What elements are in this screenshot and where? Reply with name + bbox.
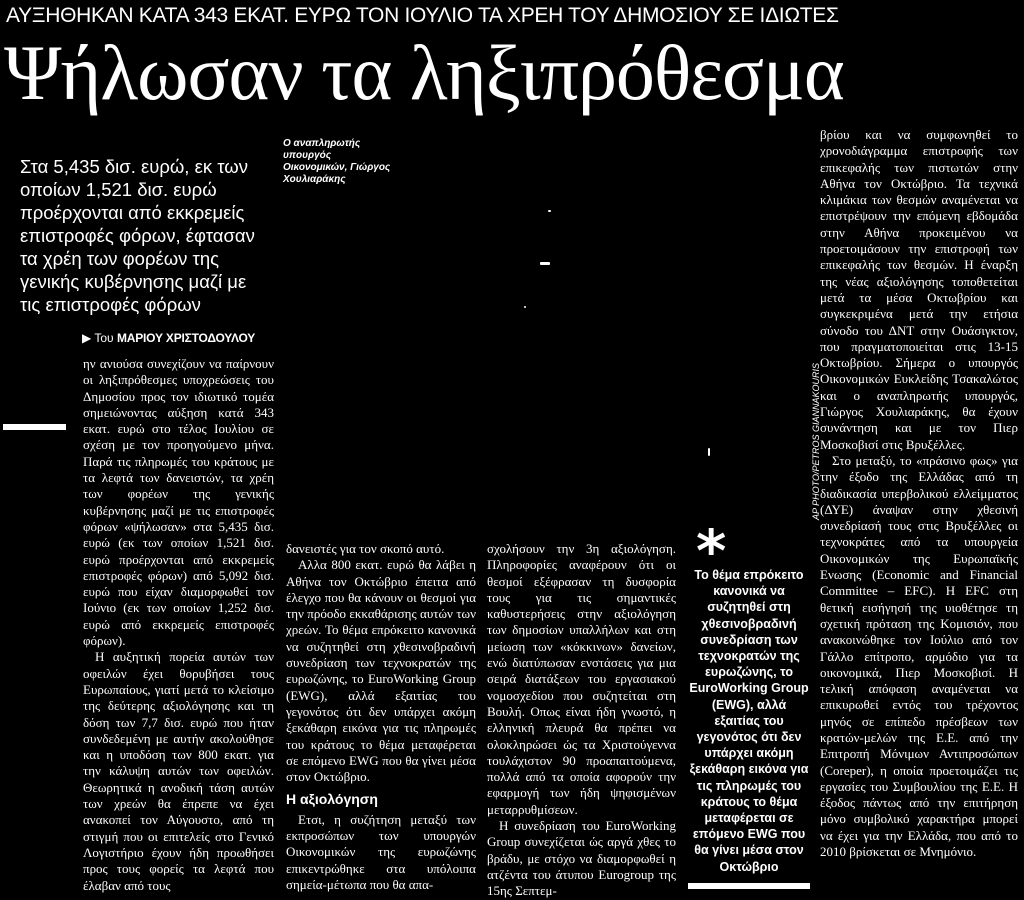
- photo-caption: Ο αναπληρωτής υπουργός Οικονομικών, Γιώργος Χουλιαράκης: [283, 138, 391, 185]
- subheading: Η αξιολόγηση: [286, 791, 378, 808]
- photo-credit: AP PHOTO/PETROS GIANNAKOURIS: [811, 362, 821, 520]
- column-2: [286, 541, 476, 893]
- photo-speck: [540, 262, 550, 265]
- paragraph: σχολήσουν την 3η αξιολόγηση. Πληροφορίες αναφέρουν ότι οι θεσμοί εξέφρασαν τη δυσφορία τους για τις σημαντικές καθυστερήσεις στην αξιολόγηση των δημοσίων υπαλλήλων και στη μείωση των «κόκκινων» δανείων, ενώ διατύπωσαν ενστάσεις για μια σειρά διατάξεων του εργασιακού νομοσχεδίου που συζητείται στη Βουλή. Οπως είναι ήδη γνωστό, η ελληνική πλευρά θα πρέπει να ολοκληρώσει ώς τα Χριστούγεννα τουλάχιστον 90 προαπαιτούμενα, πολλά από τα οποία αφορούν την εφαρμογή των ήδη ψηφισμένων μεταρρυθμίσεων.: [487, 541, 676, 817]
- byline-arrow-icon: ▶: [82, 331, 92, 345]
- paragraph: ην ανιούσα συνεχίζουν να παίρνουν οι ληξιπρόθεσμες υποχρεώσεις του Δημοσίου προς τον ιδιωτικό τομέα σημειώνοντας αύξηση κατά 343 εκατ. ευρώ στο τέλος Ιουλίου σε σχέση με τον προηγούμενο μήνα. Παρά τις πληρωμές του κράτους με τα λεφτά των δανειστών, τα χρέη των φορέων της γενικής κυβέρνησης μαζί με τις επιστροφές φόρων «ψήλωσαν» στα 5,435 δισ. ευρώ (εκ των οποίων 1,521 δισ. ευρώ προέρχονται από εκκρεμείς επιστροφές φόρων) από 5,092 δισ. ευρώ που είχαν διαμορφωθεί τον Ιούνιο (εκ των οποίων 1,252 δισ. ευρώ από εκκρεμείς επιστροφές φόρων).: [83, 356, 274, 649]
- pull-quote: Το θέμα επρόκειτο κανονικά να συζητηθεί στη χθεσινοβραδινή συνεδρίαση των τεχνοκρατών της ευρωζώνης, το EuroWorking Group (EWG), αλλά εξαιτίας του γεγονότος ότι δεν υπάρχει ακόμη ξεκάθαρη εικόνα για τις πληρωμές του κράτους το θέμα μεταφέρεται σε επόμενο EWG που θα γίνει μέσα στον Οκτώβριο: [689, 568, 809, 874]
- paragraph: Η αυξητική πορεία αυτών των οφειλών έχει θορυβήσει τους Ευρωπαίους, γιατί μετά το κλείσιμο της δεύτερης αξιολόγησης και τη δόση των 7,7 δισ. ευρώ που ήταν συνδεδεμένη με αυτήν ακολούθησε και η υποδόση των 800 εκατ. για την κάλυψη αυτών των οφειλών. Θεωρητικά η ανοδική τάση αυτών των χρεών θα έπρεπε να έχει ανακοπεί τον Αύγουστο, από τη στιγμή που οι επιτελείς στο Γενικό Λογιστήριο έχουν ήδη προωθήσει προς τους φορείς τα λεφτά που έλαβαν από τους: [83, 649, 274, 893]
- byline-author: ΜΑΡΙΟΥ ΧΡΙΣΤΟΔΟΥΛΟΥ: [116, 331, 256, 345]
- paragraph: Στο μεταξύ, το «πράσινο φως» για την έξοδο της Ελλάδας από τη διαδικασία υπερβολικού ελλείμματος (ΔΥΕ) άναψαν στην χθεσινή συνεδρίασή τους στις Βρυξέλλες οι τεχνοκράτες από τα υπουργεία Οικονομικών της Ευρωπαϊκής Ενωσης (Economic and Financial Committee – EFC). Η EFC στη θετική εισήγησή της υιοθέτησε τη σχετική πρόταση της Κομισιόν, που ανακοινώθηκε τον Ιούλιο από τον Γάλλο επίτροπο, αρμόδιο για τα οικονομικά, Πιερ Μοσκοβισί. Η τελική απόφαση αναμένεται να επικυρωθεί εντός του τρέχοντος μηνός σε επίπεδο πρέσβεων των κρατών-μελών της Ε.Ε. από την Επιτροπή Μόνιμων Αντιπροσώπων (Coreper), η οποία προετοιμάζει τις εργασίες του Συμβουλίου της Ε.Ε. Η έξοδος πάντως από την επιτήρηση μόνο συμβολικό χαρακτήρα μπορεί να έχει για την Ελλάδα, που από το 2010 βρίσκεται σε Μνημόνιο.: [820, 452, 1018, 860]
- column-1: [83, 356, 274, 894]
- byline-prefix: Του: [94, 331, 114, 345]
- lede: Στα 5,435 δισ. ευρώ, εκ των οποίων 1,521 δισ. ευρώ προέρχονται από εκκρεμείς επιστροφές φόρων, έφτασαν τα χρέη των φορέων της γενικής κυβέρνησης μαζί με τις επιστροφές φόρων: [20, 156, 255, 315]
- divider-bar: [3, 424, 66, 430]
- column-3: [487, 541, 676, 900]
- asterisk-icon: *: [696, 517, 727, 585]
- paragraph: δανειστές για τον σκοπό αυτό.: [286, 541, 445, 556]
- byline: [82, 331, 255, 345]
- photo-speck: [524, 306, 526, 308]
- photo-speck: [708, 448, 710, 456]
- column-4: [820, 127, 1018, 860]
- headline: Ψήλωσαν τα ληξιπρόθεσμα: [4, 29, 844, 116]
- pull-quote-rule: [688, 883, 810, 889]
- photo-speck: [548, 210, 551, 212]
- kicker: ΑΥΞΗΘΗΚΑΝ ΚΑΤΑ 343 ΕΚΑΤ. ΕΥΡΩ ΤΟΝ ΙΟΥΛΙΟ ΤΑ ΧΡΕΗ ΤΟΥ ΔΗΜΟΣΙΟΥ ΣΕ ΙΔΙΩΤΕΣ: [6, 4, 839, 27]
- photo: [283, 130, 808, 530]
- paragraph: Η συνεδρίαση του EuroWorking Group συνεχίζεται ώς αργά χθες το βράδυ, με στόχο να διαμορφωθεί η ατζέντα του άτυπου Eurogroup της 15ης Σεπτεμ-: [487, 818, 676, 899]
- paragraph: Αλλα 800 εκατ. ευρώ θα λάβει η Αθήνα τον Οκτώβριο έπειτα από έλεγχο που θα κάνουν οι θεσμοί για την πρόοδο εκκαθάρισης αυτών των χρεών. Το θέμα επρόκειτο κανονικά να συζητηθεί στη χθεσινοβραδινή συνεδρίαση των τεχνοκρατών της ευρωζώνης, το EuroWorking Group (EWG), αλλά εξαιτίας του γεγονότος ότι δεν υπάρχει ακόμη ξεκάθαρη εικόνα για τις πληρωμές του κράτους το θέμα μεταφέρεται σε επόμενο EWG που θα γίνει μέσα στον Οκτώβριο.: [286, 557, 476, 785]
- paragraph: βρίου και να συμφωνηθεί το χρονοδιάγραμμα επιστροφής των επικεφαλής των πιστωτών στην Αθήνα τον Οκτώβριο. Τα τεχνικά κλιμάκια των θεσμών αναμένεται να επιστρέψουν την επόμενη εβδομάδα στην Αθήνα προκειμένου να προετοιμάσουν την επιστροφή των επικεφαλής των θεσμών. Η έναρξη της νέας αξιολόγησης τοποθετείται μετά τα μέσα Οκτωβρίου και συγκεκριμένα μετά την ετήσια σύνοδο του ΔΝΤ στην Ουάσιγκτον, που πραγματοποιείται στις 13-15 Οκτωβρίου. Σήμερα ο υπουργός Οικονομικών Ευκλείδης Τσακαλώτος και ο αναπληρωτής υπουργός, Γιώργος Χουλιαράκης, θα έχουν συνάντηση και με τον Πιερ Μοσκοβισί στις Βρυξέλλες.: [820, 127, 1018, 452]
- paragraph: Ετσι, η συζήτηση μεταξύ των εκπροσώπων των υπουργών Οικονομικών της ευρωζώνης επικεντρώθηκε στα υπόλοιπα σημεία-μέτωπα που θα απα-: [286, 811, 476, 892]
